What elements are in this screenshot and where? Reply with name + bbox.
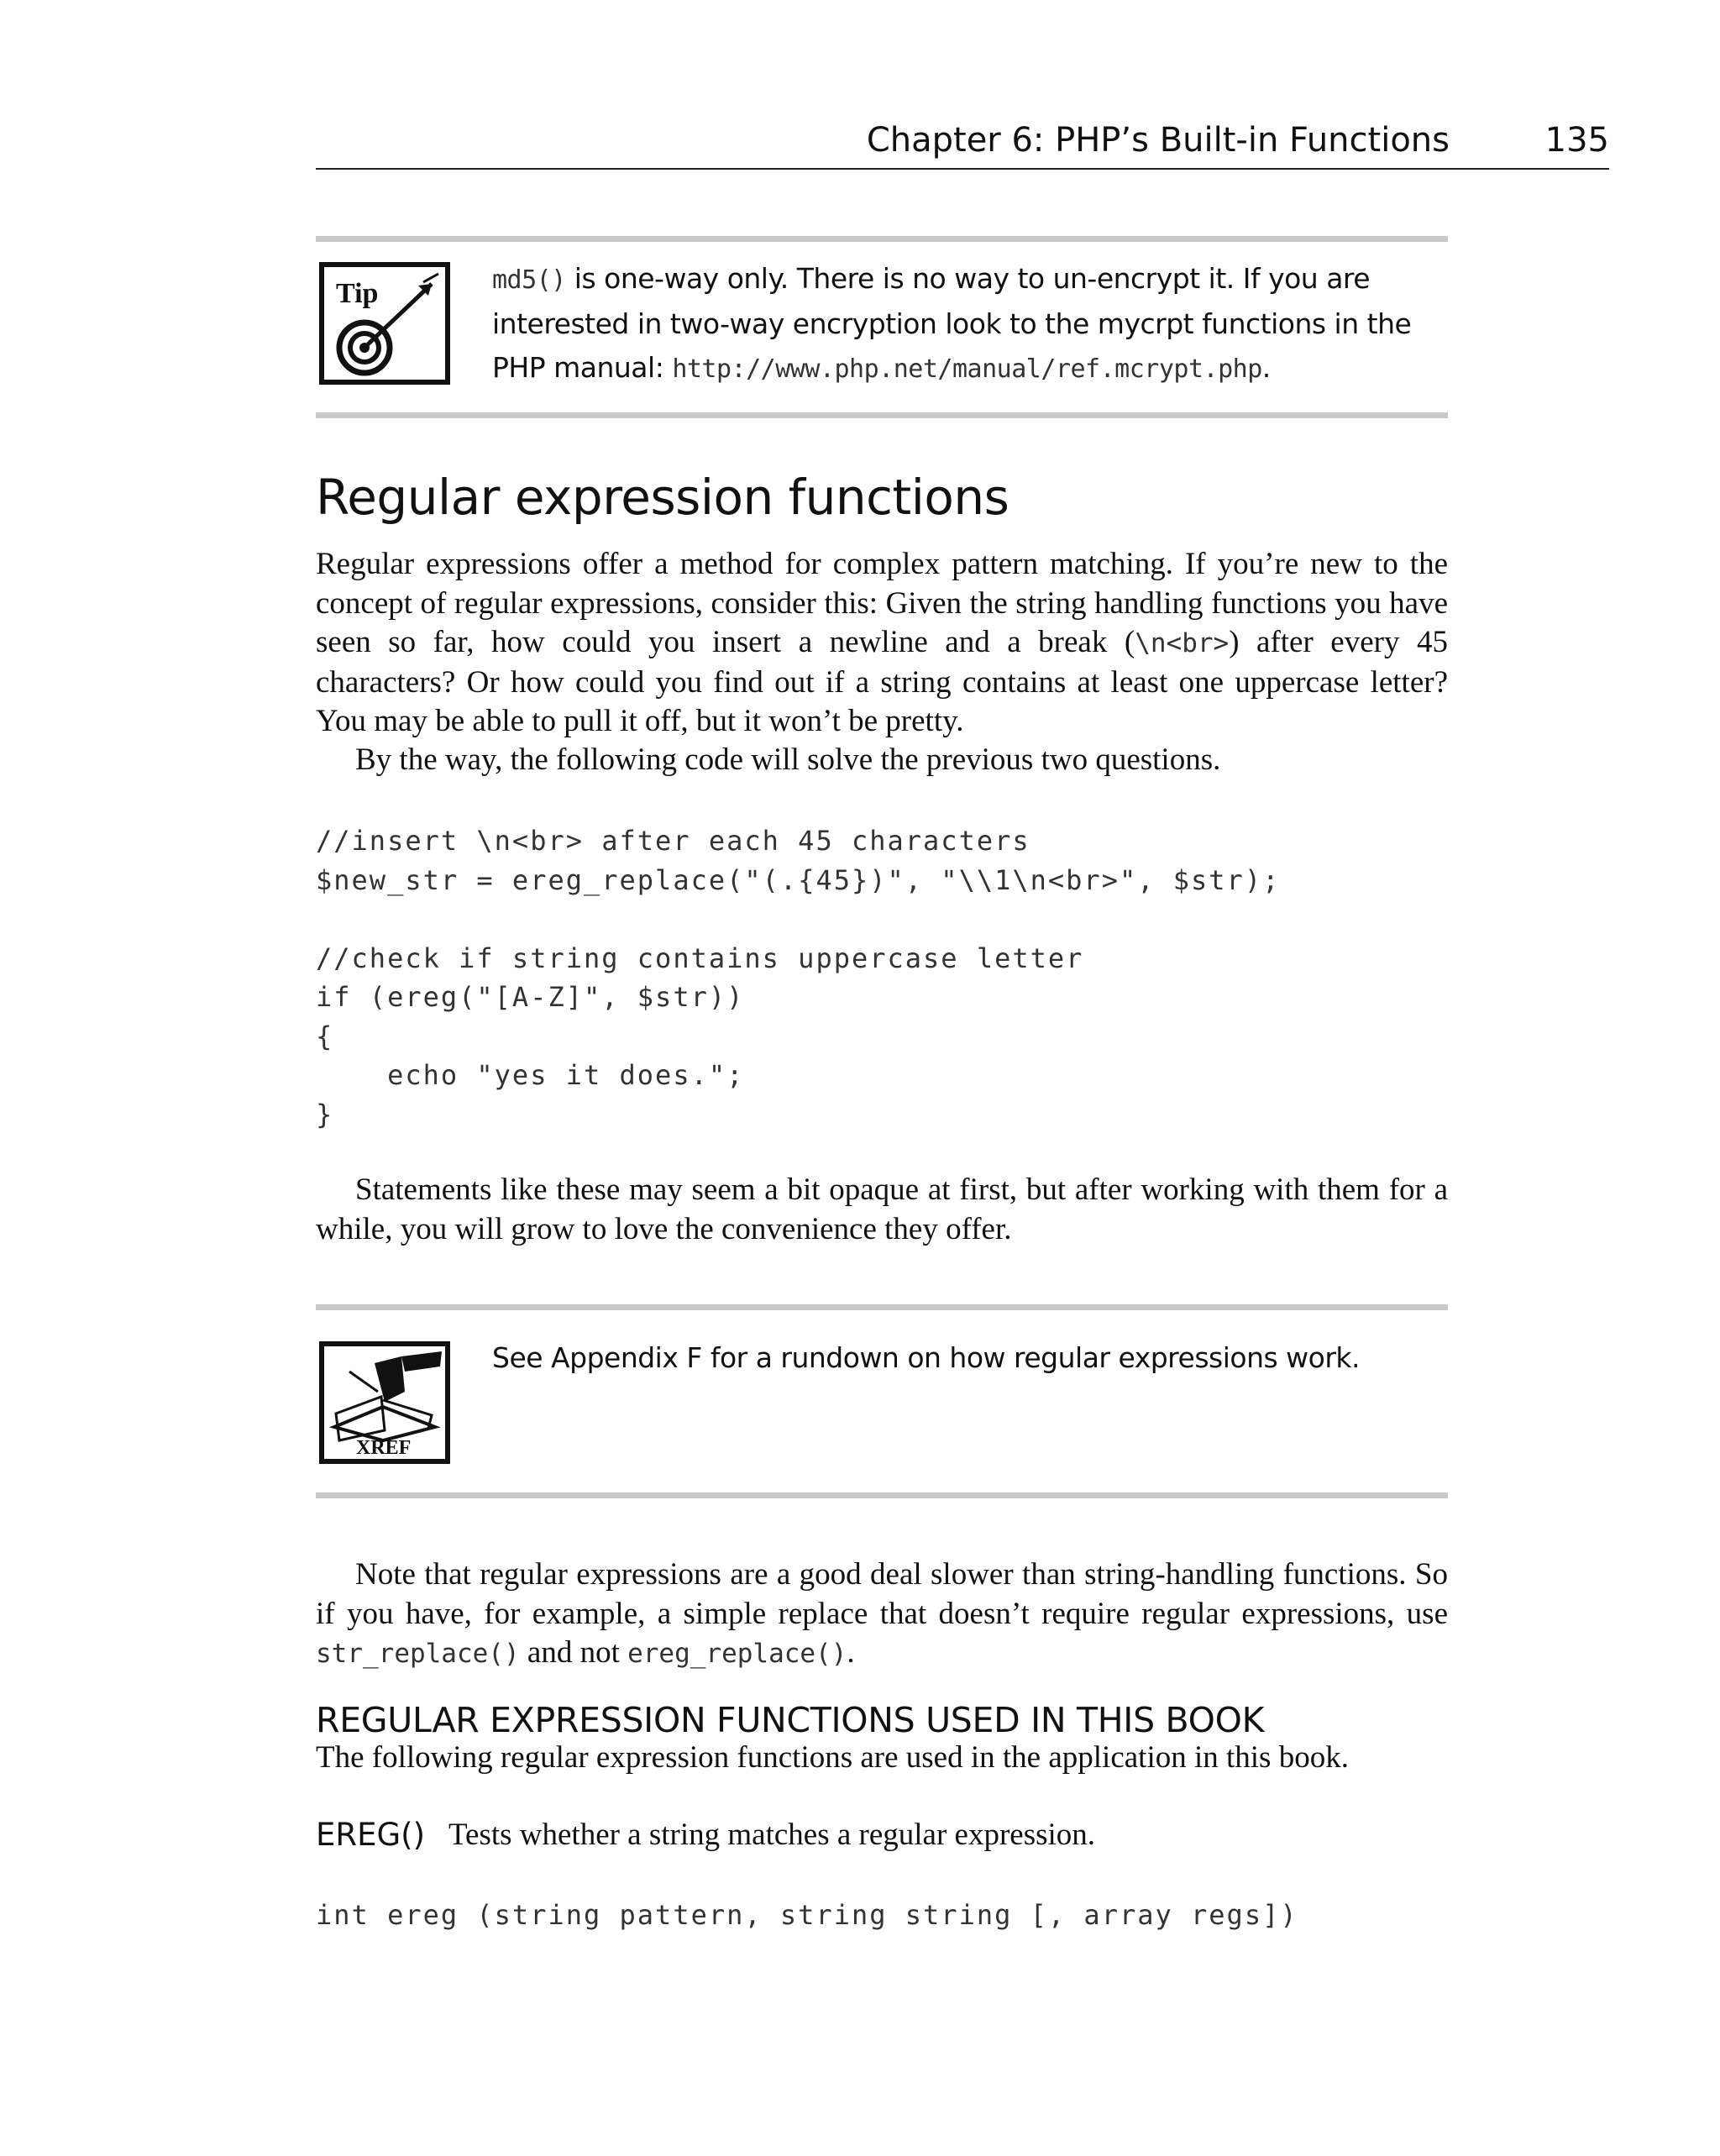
xref-text: See Appendix F for a rundown on how regular expressions work. [492, 1341, 1361, 1374]
subsection-intro: The following regular expression functions are used in the application in this book. [316, 1740, 1349, 1775]
tip-text-end: . [1261, 351, 1271, 384]
para4-code-str-replace: str_replace() [316, 1639, 520, 1669]
tip-top-rule [316, 236, 1448, 242]
tip-text-body: is one-way only. There is no way to un-encrypt it. If you are interested in two-way encryption look to the mycrpt functions in the PHP manual: [492, 262, 1412, 384]
code-block [316, 821, 1280, 1134]
paragraph-intro [316, 545, 1448, 742]
tip-icon-label: Tip [336, 278, 379, 309]
xref-icon-label: XREF [356, 1437, 412, 1459]
para4-text-b: and not [519, 1635, 628, 1670]
page-number: 135 [1544, 121, 1609, 160]
para1-text-a: Regular expressions offer a method for complex pattern matching. If you’re new to the concept of regular expressions, consider this: Given the string handling functions you have seen so far, how could you insert a newline and a break ( [316, 547, 1448, 659]
tip-bottom-rule [316, 412, 1448, 418]
code-line: if (ereg("[A-Z]", $str)) [316, 981, 745, 1013]
subsection-heading: REGULAR EXPRESSION FUNCTIONS USED IN THIS BOOK [316, 1700, 1265, 1740]
code-line: //insert \n<br> after each 45 characters [316, 825, 1030, 857]
code-line [316, 900, 1280, 939]
tip-url: http://www.php.net/manual/ref.mcrypt.php [672, 354, 1262, 384]
code-line: //check if string contains uppercase letter [316, 942, 1084, 974]
code-line: } [316, 1098, 334, 1130]
running-header [316, 116, 1609, 170]
para4-code-ereg-replace: ereg_replace() [627, 1639, 847, 1669]
para4-text-c: . [847, 1635, 855, 1670]
function-name-ereg: EREG() [316, 1817, 426, 1853]
section-heading: Regular expression functions [316, 469, 1009, 526]
xref-book-icon [324, 1346, 445, 1459]
ereg-signature: int ereg (string pattern, string string [, array regs]) [316, 1899, 1298, 1931]
paragraph-statements: Statements like these may seem a bit opaque at first, but after working with them for a while, you will grow to love the convenience they offer. [316, 1172, 1448, 1246]
tip-target-icon [324, 267, 445, 380]
tip-code-md5: md5() [492, 265, 566, 295]
code-line: $new_str = ereg_replace("(.{45})", "\\1\n<br>", $str); [316, 863, 1281, 896]
paragraph-by-the-way: By the way, the following code will solve the previous two questions. [355, 742, 1221, 777]
tip-text [492, 257, 1450, 391]
para1-code: \n<br> [1135, 628, 1230, 658]
function-description-ereg: Tests whether a string matches a regular expression. [448, 1818, 1096, 1852]
xref-top-rule [316, 1304, 1448, 1310]
code-line: { [316, 1020, 334, 1052]
code-line: echo "yes it does."; [316, 1059, 745, 1091]
xref-bottom-rule [316, 1492, 1448, 1498]
chapter-title: Chapter 6: PHP’s Built-in Functions [866, 121, 1450, 160]
xref-icon [319, 1341, 450, 1464]
header-rule [316, 168, 1609, 170]
tip-icon [319, 262, 450, 385]
para1-text-b: ) after every 45 characters? Or how could you find out if a string contains at least one uppercase letter? You may be able to pull it off, but it won’t be pretty. [316, 625, 1448, 738]
paragraph-note-slower [316, 1555, 1448, 1674]
para4-text-a: Note that regular expressions are a good deal slower than string-handling functions. So if you have, for example, a simple replace that doesn’t require regular expressions, use [316, 1557, 1448, 1631]
